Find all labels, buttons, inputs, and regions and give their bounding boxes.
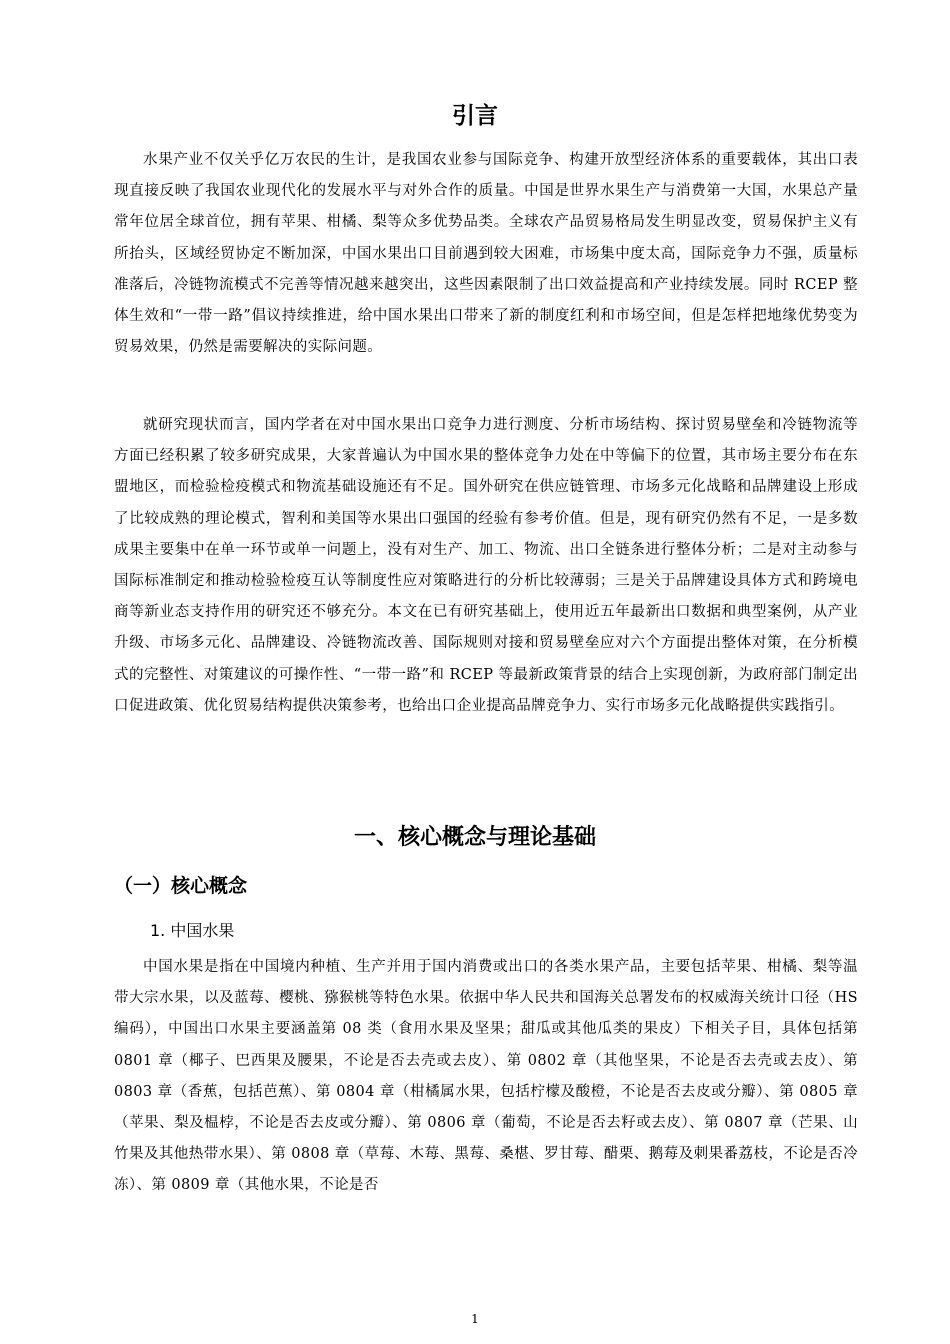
- page-number: 1: [471, 1312, 479, 1326]
- section-heading: 一、核心概念与理论基础: [353, 825, 596, 850]
- body-paragraph: 中国水果是指在中国境内种植、生产并用于国内消费或出口的各类水果产品，主要包括苹果、柑橘、梨等温带大宗水果，以及蓝莓、樱桃、猕猴桃等特色水果。依据中华人民共和国海关总署发布的权威海关统计口径（HS 编码），中国出口水果主要涵盖第 08 类（食用水果及坚果；甜瓜或其他瓜类的果皮）下相关子目，具体包括第 0801 章（椰子、巴西果及腰果，不论是否去壳或去皮）、第 0802 章（其他坚果，不论是否去壳或去皮）、第 0803 章（香蕉，包括芭蕉）、第 0804 章（柑橘属水果，包括柠檬及酸橙，不论是否去皮或分瓣）、第 0805 章（苹果、梨及榅桲，不论是否去皮或分瓣）、第 0806 章（葡萄，不论是否去籽或去皮）、第 0807 章（芒果、山竹果及其他热带水果）、第 0808 章（草莓、木莓、黑莓、桑椹、罗甘莓、醋栗、鹅莓及刺果番荔枝，不论是否冷冻）、第 0809 章（其他水果，不论是否: [114, 959, 858, 1194]
- page-title: 引言: [452, 103, 498, 129]
- subsubsection-heading: 1. 中国水果: [150, 921, 235, 940]
- intro-paragraph-1: 水果产业不仅关乎亿万农民的生计，是我国农业参与国际竞争、构建开放型经济体系的重要载体，其出口表现直接反映了我国农业现代化的发展水平与对外合作的质量。中国是世界水果生产与消费第一大国，水果总产量常年位居全球首位，拥有苹果、柑橘、梨等众多优势品类。全球农产品贸易格局发生明显改变，贸易保护主义有所抬头，区域经贸协定不断加深，中国水果出口目前遇到较大困难，市场集中度太高，国际竞争力不强，质量标准落后，冷链物流模式不完善等情况越来越突出，这些因素限制了出口效益提高和产业持续发展。同时 RCEP 整体生效和“一带一路”倡议持续推进，给中国水果出口带来了新的制度红利和市场空间，但是怎样把地缘优势变为贸易效果，仍然是需要解决的实际问题。: [114, 152, 858, 356]
- subsection-heading: （一）核心概念: [114, 875, 248, 897]
- intro-paragraph-2: 就研究现状而言，国内学者在对中国水果出口竞争力进行测度、分析市场结构、探讨贸易壁垒和冷链物流等方面已经积累了较多研究成果，大家普遍认为中国水果的整体竞争力处在中等偏下的位置，其市场主要分布在东盟地区，而检验检疫模式和物流基础设施还有不足。国外研究在供应链管理、市场多元化战略和品牌建设上形成了比较成熟的理论模式，智利和美国等水果出口强国的经验有参考价值。但是，现有研究仍然有不足，一是多数成果主要集中在单一环节或单一问题上，没有对生产、加工、物流、出口全链条进行整体分析；二是对主动参与国际标准制定和推动检验检疫互认等制度性应对策略进行的分析比较薄弱；三是关于品牌建设具体方式和跨境电商等新业态支持作用的研究还不够充分。本文在已有研究基础上，使用近五年最新出口数据和典型案例，从产业升级、市场多元化、品牌建设、冷链物流改善、国际规则对接和贸易壁垒应对六个方面提出整体对策，在分析模式的完整性、对策建议的可操作性、“一带一路”和 RCEP 等最新政策背景的结合上实现创新，为政府部门制定出口促进政策、优化贸易结构提供决策参考，也给出口企业提高品牌竞争力、实行市场多元化战略提供实践指引。: [114, 417, 858, 714]
